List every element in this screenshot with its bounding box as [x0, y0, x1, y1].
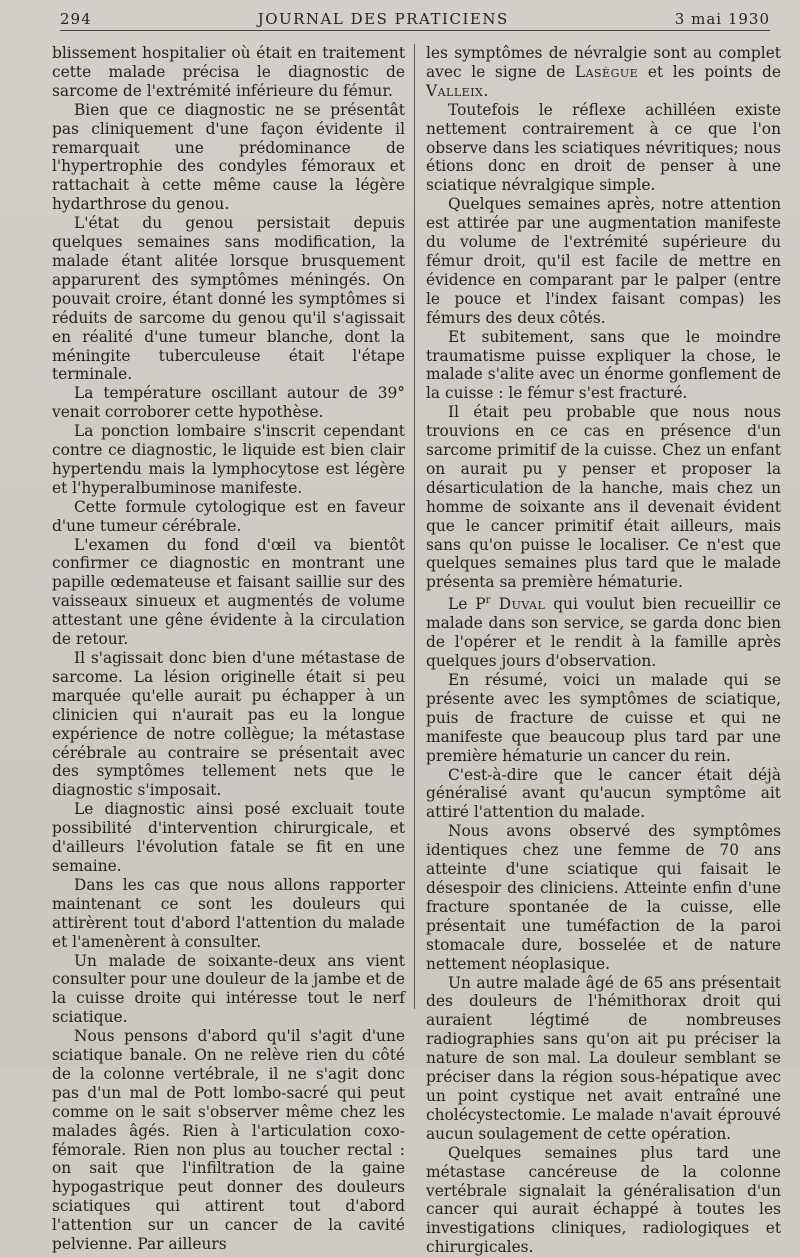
paragraph: Il s'agissait donc bien d'une métastase de sarcome. La lésion originelle était si peu marquée qu'elle aurait pu échapper à un clinicien qui n'aurait pas eu la longue expérience de notre collègue; la métastase cérébrale au contraire se présentait avec des symptômes tellement nets que le diagnostic s'imposait. [52, 649, 405, 800]
paragraph: En résumé, voici un malade qui se présente avec les symptômes de sciatique, puis de fracture de cuisse et qui ne manifeste que beaucoup plus tard par une première hématurie un cancer du rein. [426, 671, 781, 765]
paragraph: Le diagnostic ainsi posé excluait toute possibilité d'intervention chirurgicale, et d'ailleurs l'évolution fatale se fit en une semaine. [52, 800, 405, 875]
paragraph: Bien que ce diagnostic ne se présentât pas cliniquement d'une façon évidente il remarquait une prédominance de l'hypertrophie des condyles fémoraux et rattachait à cette même cause la légère hydarthrose du genou. [52, 100, 405, 214]
journal-title: JOURNAL DES PRATICIENS [257, 10, 509, 28]
text-run: Le P [448, 595, 486, 614]
paragraph [426, 44, 781, 101]
text-run: et les points de [638, 62, 781, 81]
paragraph: Cette formule cytologique est en faveur d'une tumeur cérébrale. [52, 497, 405, 535]
author-name: Valleix [426, 81, 484, 100]
paragraph: L'état du genou persistait depuis quelques semaines sans modification, la malade étant alitée lorsque brusquement apparurent des symptômes méningés. On pouvait croire, étant donné les symptômes si réduits de sarcome du genou qu'il s'agissait en réalité d'une tumeur blanche, dont la méningite tuberculeuse était l'étape terminale. [52, 214, 405, 384]
paragraph: La température oscillant autour de 39° venait corroborer cette hypothèse. [52, 384, 405, 422]
paragraph: Un malade de soixante-deux ans vient consulter pour une douleur de la jambe et de la cuisse droite qui intéresse tout le nerf sciatique. [52, 951, 405, 1027]
paragraph: Nous pensons d'abord qu'il s'agit d'une sciatique banale. On ne relève rien du côté de la colonne vertébrale, il ne s'agit donc pas d'un mal de Pott lombo-sacré qui peut comme on le sait s'observer même chez les malades âgés. Rien à l'articulation coxo-fémorale. Rien non plus au toucher rectal : on sait que l'infiltration de la gaine hypogastrique peut donner des douleurs sciatiques qui attirent tout d'abord l'attention sur un cancer de la cavité pelvienne. Par ailleurs [52, 1027, 405, 1254]
paragraph: C'est-à-dire que le cancer était déjà généralisé avant qu'aucun symptôme ait attiré l'attention du malade. [426, 765, 781, 822]
paragraph: Quelques semaines après, notre attention est attirée par une augmentation manifeste du volume de l'extrémité supérieure du fémur droit, qu'il est facile de mettre en évidence en comparant par le palper (entre le pouce et l'index faisant compas) les fémurs des deux côtés. [426, 195, 781, 327]
column-divider [414, 44, 415, 1009]
text-run: qui voulut bien recueillir ce malade dans son service, se garda donc bien de l'opérer et le rendit à la famille après quelques jours d'observation. [426, 595, 782, 671]
paragraph: L'examen du fond d'œil va bientôt confirmer ce diagnostic en montrant une papille œdemateuse et faisant saillie sur des vaisseaux sinueux et augmentés de volume attestant une gêne évidente à la circulation de retour. [52, 535, 405, 649]
paragraph: Dans les cas que nous allons rapporter maintenant ce sont les douleurs qui attirèrent tout d'abord l'attention du malade et l'amenèrent à consulter. [52, 875, 405, 951]
page-number: 294 [60, 10, 92, 28]
paragraph: Quelques semaines plus tard une métastase cancéreuse de la colonne vertébrale signalait la généralisation d'un cancer qui aurait échappé à toutes les investigations cliniques, radiologiques et chirurgicales. [426, 1143, 781, 1257]
paragraph: blissement hospitalier où était en traitement cette malade précisa le diagnostic de sarcome de l'extrémité inférieure du fémur. [52, 44, 405, 100]
page-header [60, 8, 770, 31]
paragraph: Et subitement, sans que le moindre traumatisme puisse expliquer la chose, le malade s'alite avec un énorme gonflement de la cuisse : le fémur s'est fracturé. [426, 327, 781, 403]
author-name: Lasègue [574, 62, 639, 81]
paragraph: La ponction lombaire s'inscrit cependant contre ce diagnostic, le liquide est bien clair hypertendu mais la lymphocytose est légère et l'hyperalbuminose manifeste. [52, 422, 405, 497]
paragraph: Un autre malade âgé de 65 ans présentait des douleurs de l'hémithorax droit qui auraient légtimé de nombreuses radiographies sans qu'on ait pu préciser la nature de son mal. La douleur semblant se préciser dans la région sous-hépatique avec un point cystique net avait entraîné une cholécystectomie. Le malade n'avait éprouvé aucun soulagement de cette opération. [426, 973, 781, 1143]
superscript: r [485, 595, 491, 607]
paragraph: Toutefois le réflexe achilléen existe nettement contrairement à ce que l'on observe dans les sciatiques névritiques; nous étions donc en droit de penser à une sciatique névralgique simple. [426, 100, 781, 195]
left-column [52, 44, 405, 1254]
issue-date: 3 mai 1930 [674, 10, 770, 28]
text-run: les symptômes de névralgie sont au complet avec le signe de [426, 44, 781, 81]
text-run: . [483, 81, 489, 100]
paragraph: Nous avons observé des symptômes identiques chez une femme de 70 ans atteinte d'une sciatique qui faisait le désespoir des cliniciens. Atteinte enfin d'une fracture spontanée de la cuisse, elle présentait une tuméfaction de la paroi stomacale dure, bosselée et de nature nettement néoplasique. [426, 822, 781, 973]
paragraph: Il était peu probable que nous nous trouvions en ce cas en présence d'un sarcome primitif de la cuisse. Chez un enfant on aurait pu y penser et proposer la désarticulation de la hanche, mais chez un homme de soixante ans il devenait évident que le cancer primitif était ailleurs, mais sans qu'on puisse le localiser. Ce n'est que quelques semaines plus tard que le malade présenta sa première hématurie. [426, 403, 781, 592]
paragraph [426, 592, 781, 671]
author-name: Duval [490, 595, 546, 614]
right-column [426, 44, 781, 1257]
